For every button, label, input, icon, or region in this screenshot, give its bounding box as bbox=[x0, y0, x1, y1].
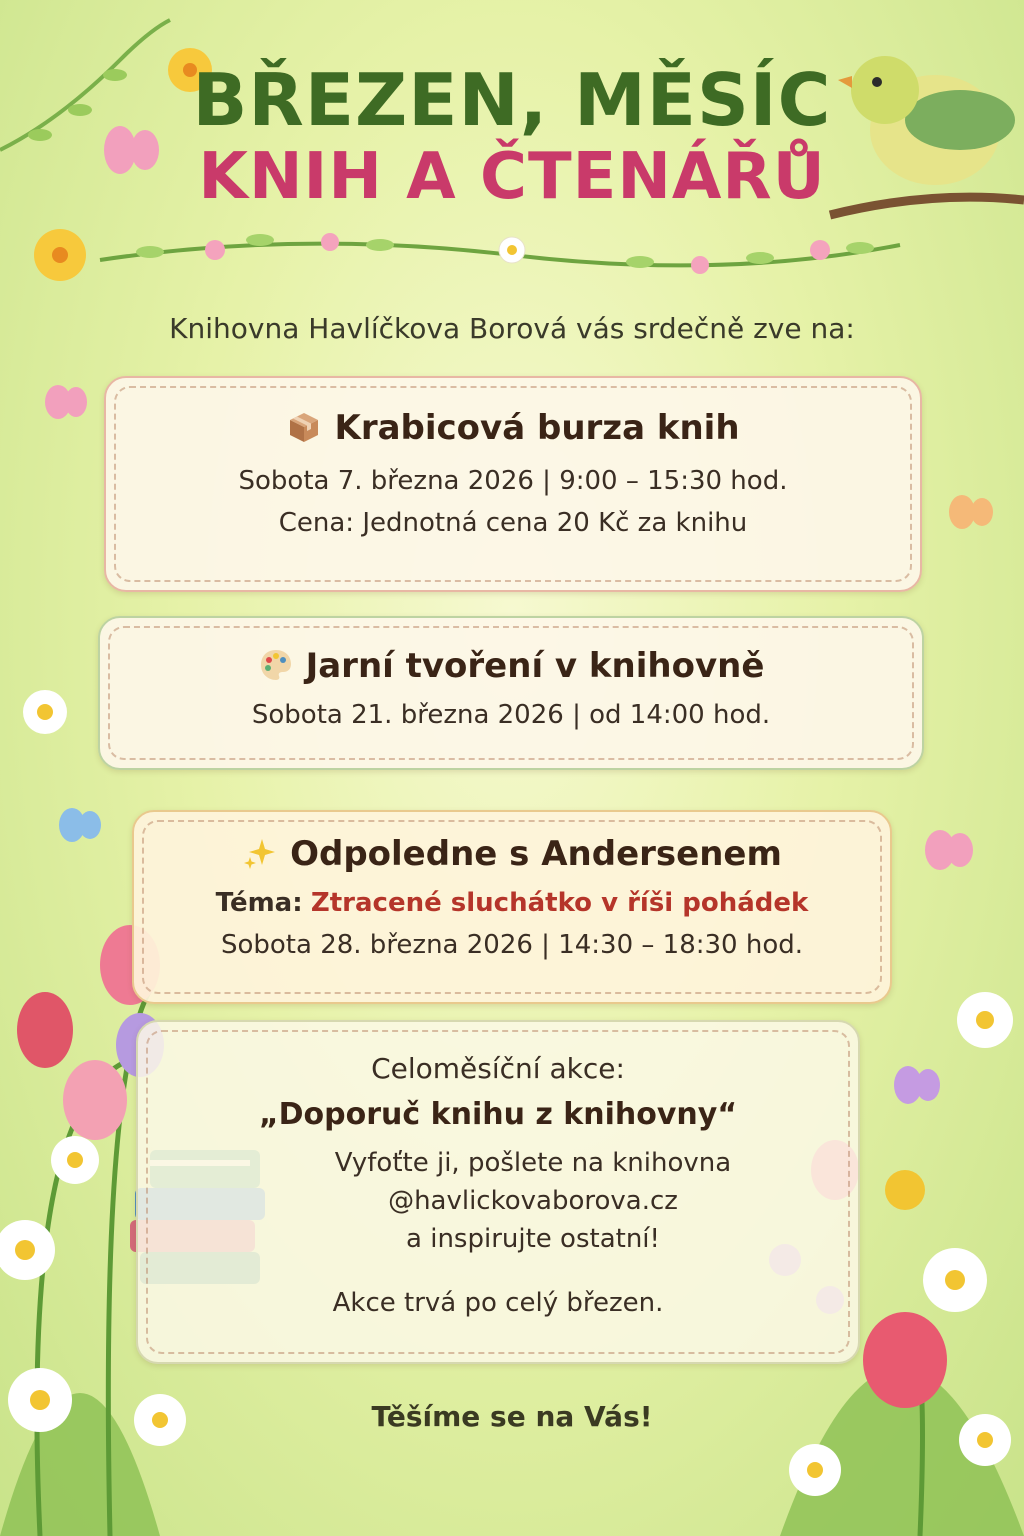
monthly-line-1: Vyfoťte ji, pošlete na knihovna bbox=[334, 1148, 732, 1178]
monthly-note: Akce trvá po celý březen. bbox=[332, 1288, 664, 1318]
sparkles-icon bbox=[242, 835, 278, 871]
intro-text: Knihovna Havlíčkova Borová vás srdečně zve na: bbox=[169, 312, 855, 345]
event-date: Sobota 28. března 2026 | 14:30 – 18:30 hod. bbox=[220, 930, 804, 960]
theme-value: Ztracené sluchátko v říši pohádek bbox=[310, 888, 809, 918]
monthly-action-card bbox=[136, 1020, 860, 1364]
monthly-title: „Doporuč knihu z knihovny“ bbox=[258, 1097, 738, 1132]
theme-label: Téma: bbox=[215, 888, 303, 918]
event-date: Sobota 21. března 2026 | od 14:00 hod. bbox=[251, 700, 771, 730]
palette-icon bbox=[258, 647, 294, 683]
footer-greeting: Těšíme se na Vás! bbox=[371, 1400, 653, 1433]
event-title-row bbox=[134, 834, 890, 874]
title-line-2: KNIH A ČTENÁŘŮ bbox=[198, 140, 826, 214]
event-title-row bbox=[106, 408, 920, 448]
monthly-line-3: a inspirujte ostatní! bbox=[406, 1224, 660, 1254]
event-title: Jarní tvoření v knihovně bbox=[305, 646, 765, 686]
event-card-andersen bbox=[132, 810, 892, 1004]
monthly-line-2: @havlickovaborova.cz bbox=[388, 1186, 678, 1216]
event-title: Krabicová burza knih bbox=[334, 408, 740, 448]
event-card-book-fair bbox=[104, 376, 922, 592]
event-title: Odpoledne s Andersenem bbox=[290, 834, 782, 874]
event-date: Sobota 7. března 2026 | 9:00 – 15:30 hod. bbox=[238, 466, 788, 496]
monthly-label: Celoměsíční akce: bbox=[371, 1052, 625, 1085]
event-card-spring-crafts bbox=[98, 616, 924, 770]
box-icon bbox=[286, 409, 322, 445]
event-price: Cena: Jednotná cena 20 Kč za knihu bbox=[278, 508, 748, 538]
event-title-row bbox=[100, 646, 922, 686]
title-line-1: BŘEZEN, MĚSÍC bbox=[192, 58, 832, 142]
event-theme bbox=[134, 888, 890, 918]
